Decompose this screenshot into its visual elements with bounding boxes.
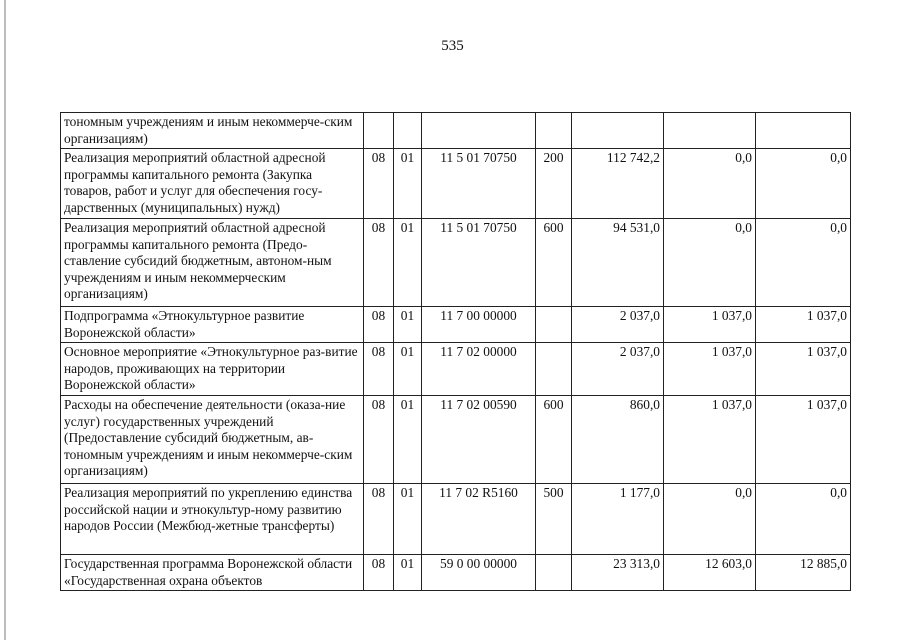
amount-year2-cell: 0,0: [664, 149, 756, 219]
amount-year1-cell: 1 177,0: [572, 484, 664, 555]
expense-type-cell: [536, 555, 572, 591]
amount-year1-cell: 2 037,0: [572, 307, 664, 343]
table-row: [61, 149, 851, 219]
amount-year3-cell: 0,0: [756, 484, 851, 555]
table-row: [61, 555, 851, 591]
expense-type-cell: 600: [536, 219, 572, 307]
budget-table: [60, 112, 851, 591]
target-article-cell: 11 7 00 00000: [422, 307, 536, 343]
section-code-cell: 08: [364, 149, 394, 219]
row-name-cell: Реализация мероприятий по укреплению единства российской нации и этнокультур-ному развитию народов России (Межбюд-жетные трансферты): [61, 484, 364, 555]
subsection-code-cell: [394, 113, 422, 149]
subsection-code-cell: 01: [394, 219, 422, 307]
amount-year2-cell: 0,0: [664, 219, 756, 307]
amount-year2-cell: 1 037,0: [664, 396, 756, 484]
amount-year3-cell: [756, 113, 851, 149]
row-name-cell: тономным учреждениям и иным некоммерче-ским организациям): [61, 113, 364, 149]
amount-year3-cell: 1 037,0: [756, 343, 851, 396]
amount-year3-cell: 0,0: [756, 149, 851, 219]
subsection-code-cell: 01: [394, 307, 422, 343]
subsection-code-cell: 01: [394, 343, 422, 396]
section-code-cell: 08: [364, 307, 394, 343]
section-code-cell: 08: [364, 343, 394, 396]
target-article-cell: [422, 113, 536, 149]
amount-year2-cell: [664, 113, 756, 149]
amount-year3-cell: 1 037,0: [756, 396, 851, 484]
table-row: [61, 307, 851, 343]
target-article-cell: 11 7 02 00590: [422, 396, 536, 484]
target-article-cell: 11 7 02 00000: [422, 343, 536, 396]
amount-year2-cell: 1 037,0: [664, 343, 756, 396]
amount-year1-cell: 94 531,0: [572, 219, 664, 307]
amount-year1-cell: 112 742,2: [572, 149, 664, 219]
subsection-code-cell: 01: [394, 149, 422, 219]
table-row: [61, 113, 851, 149]
table-row: [61, 396, 851, 484]
amount-year2-cell: 1 037,0: [664, 307, 756, 343]
amount-year2-cell: 0,0: [664, 484, 756, 555]
section-code-cell: 08: [364, 219, 394, 307]
expense-type-cell: 500: [536, 484, 572, 555]
row-name-cell: Расходы на обеспечение деятельности (оказа-ние услуг) государственных учреждений (Предоставление субсидий бюджетным, ав-тономным учреждениям и иным некоммерче-ским организациям): [61, 396, 364, 484]
row-name-cell: Подпрограмма «Этнокультурное развитие Воронежской области»: [61, 307, 364, 343]
section-code-cell: 08: [364, 484, 394, 555]
section-code-cell: 08: [364, 396, 394, 484]
expense-type-cell: 200: [536, 149, 572, 219]
expense-type-cell: [536, 343, 572, 396]
page-number: 535: [441, 38, 464, 54]
table-row: [61, 484, 851, 555]
row-name-cell: Реализация мероприятий областной адресной программы капитального ремонта (Предо-ставление субсидий бюджетным, автоном-ным учреждениям и иным некоммерческим организациям): [61, 219, 364, 307]
amount-year1-cell: 2 037,0: [572, 343, 664, 396]
row-name-cell: Реализация мероприятий областной адресной программы капитального ремонта (Закупка товаров, работ и услуг для обеспечения госу-дарственных (муниципальных) нужд): [61, 149, 364, 219]
amount-year1-cell: [572, 113, 664, 149]
expense-type-cell: [536, 113, 572, 149]
section-code-cell: [364, 113, 394, 149]
expense-type-cell: 600: [536, 396, 572, 484]
section-code-cell: 08: [364, 555, 394, 591]
target-article-cell: 59 0 00 00000: [422, 555, 536, 591]
expense-type-cell: [536, 307, 572, 343]
row-name-cell: Государственная программа Воронежской области «Государственная охрана объектов: [61, 555, 364, 591]
row-name-cell: Основное мероприятие «Этнокультурное раз-витие народов, проживающих на территории Воронежской области»: [61, 343, 364, 396]
subsection-code-cell: 01: [394, 396, 422, 484]
target-article-cell: 11 5 01 70750: [422, 149, 536, 219]
amount-year1-cell: 23 313,0: [572, 555, 664, 591]
scan-edge-line: [4, 0, 6, 640]
table-row: [61, 219, 851, 307]
amount-year3-cell: 0,0: [756, 219, 851, 307]
target-article-cell: 11 7 02 R5160: [422, 484, 536, 555]
amount-year1-cell: 860,0: [572, 396, 664, 484]
table-row: [61, 343, 851, 396]
amount-year2-cell: 12 603,0: [664, 555, 756, 591]
subsection-code-cell: 01: [394, 555, 422, 591]
amount-year3-cell: 1 037,0: [756, 307, 851, 343]
target-article-cell: 11 5 01 70750: [422, 219, 536, 307]
subsection-code-cell: 01: [394, 484, 422, 555]
amount-year3-cell: 12 885,0: [756, 555, 851, 591]
